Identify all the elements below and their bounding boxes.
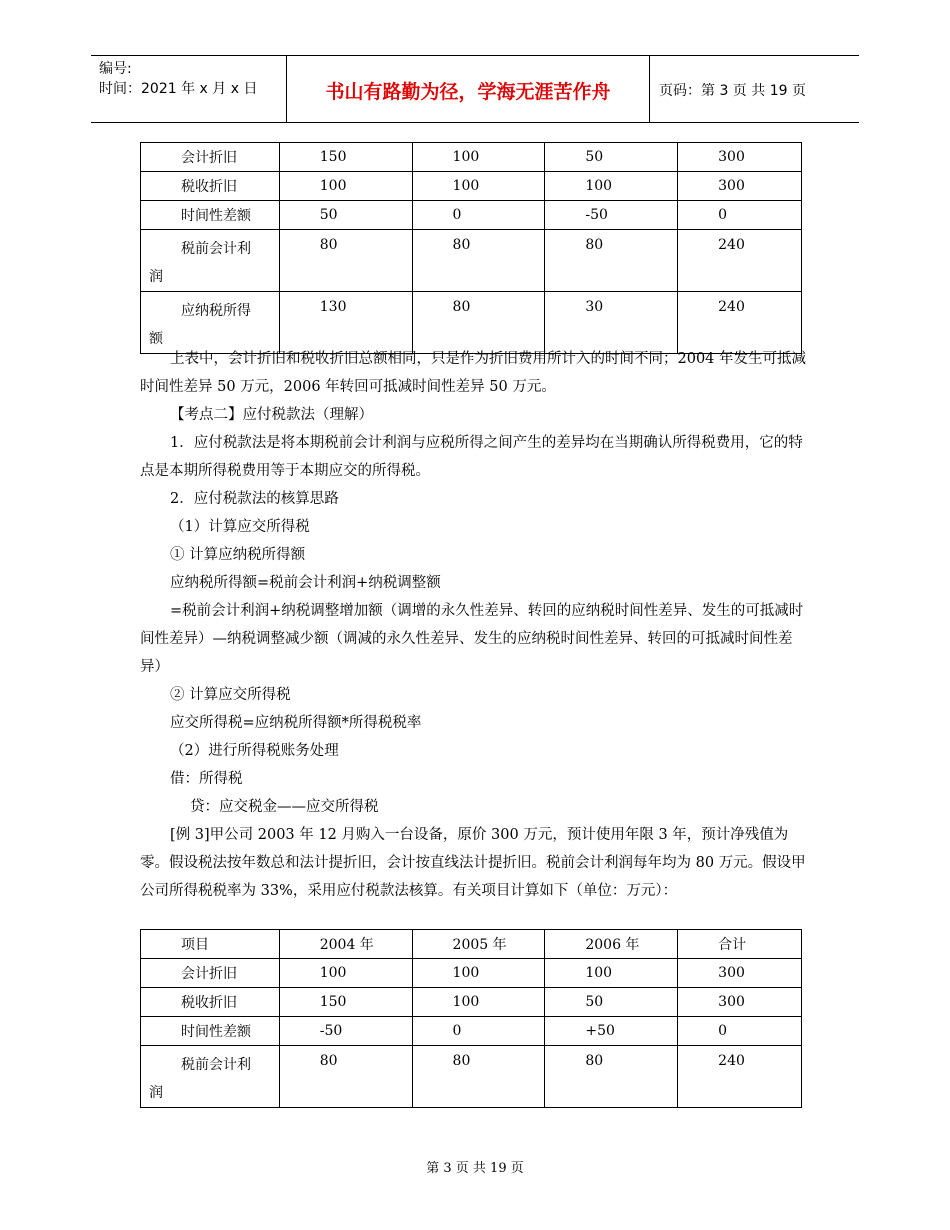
column-header: 项目 bbox=[141, 930, 280, 959]
table-cell: 150 bbox=[279, 143, 412, 172]
table-row bbox=[141, 1017, 802, 1046]
page-header bbox=[91, 55, 859, 123]
table-cell: 300 bbox=[678, 143, 802, 172]
table-deferred-method bbox=[140, 142, 802, 354]
table-cell: 80 bbox=[412, 230, 545, 292]
journal-credit: 贷：应交税金——应交所得税 bbox=[190, 799, 379, 815]
table-cell: 50 bbox=[279, 201, 412, 230]
paragraph: =税前会计利润+纳税调整增加额（调增的永久性差异、转回的应纳税时间性差异、发生的可抵减时间性差异）—纳税调整减少额（调减的永久性差异、发生的应纳税时间性差异、转回的可抵减时间性差异） bbox=[140, 603, 804, 675]
table-cell: 100 bbox=[279, 172, 412, 201]
paragraph: ① 计算应纳税所得额 bbox=[170, 547, 306, 563]
table-cell: 会计折旧 bbox=[141, 959, 280, 988]
cell-text: 税前会计利 bbox=[181, 1057, 251, 1073]
column-header: 2004 年 bbox=[279, 930, 412, 959]
paragraph: ② 计算应交所得税 bbox=[170, 687, 291, 703]
table-cell: 80 bbox=[412, 292, 545, 354]
table-cell bbox=[141, 1046, 280, 1108]
cell-text: 润 bbox=[149, 269, 163, 285]
cell-text: 应纳税所得 bbox=[181, 303, 251, 319]
paragraph: 上表中，会计折旧和税收折旧总额相同，只是作为折旧费用所计入的时间不同；2004 年发生可抵减时间性差异 50 万元，2006 年转回可抵减时间性差异 50 万元。 bbox=[140, 351, 807, 395]
table-cell: 150 bbox=[279, 988, 412, 1017]
table-cell: 240 bbox=[678, 1046, 802, 1108]
table-cell: 300 bbox=[678, 959, 802, 988]
section-heading: 【考点二】应付税款法（理解） bbox=[170, 407, 373, 423]
table-cell: 会计折旧 bbox=[141, 143, 280, 172]
table-cell: -50 bbox=[279, 1017, 412, 1046]
column-header: 2005 年 bbox=[412, 930, 545, 959]
table-cell: 100 bbox=[545, 959, 678, 988]
table-cell: 0 bbox=[412, 1017, 545, 1046]
table-cell: 100 bbox=[545, 172, 678, 201]
page-info: 页码：第 3 页 共 19 页 bbox=[659, 83, 806, 99]
table-cell: 300 bbox=[678, 988, 802, 1017]
table-cell: 80 bbox=[545, 1046, 678, 1108]
table-cell: 240 bbox=[678, 292, 802, 354]
header-divider bbox=[649, 56, 650, 122]
table-header-row bbox=[141, 930, 802, 959]
table-cell: 100 bbox=[412, 143, 545, 172]
table-cell: 100 bbox=[412, 988, 545, 1017]
table-cell: 时间性差额 bbox=[141, 1017, 280, 1046]
table-cell: 50 bbox=[545, 988, 678, 1017]
table-cell: 0 bbox=[678, 201, 802, 230]
table-cell: 税收折旧 bbox=[141, 172, 280, 201]
paragraph: （1）计算应交所得税 bbox=[170, 519, 310, 535]
table-row bbox=[141, 143, 802, 172]
column-header: 合计 bbox=[678, 930, 802, 959]
table-cell: -50 bbox=[545, 201, 678, 230]
journal-debit: 借：所得税 bbox=[170, 771, 243, 787]
table-cell: 50 bbox=[545, 143, 678, 172]
table-row bbox=[141, 201, 802, 230]
table-cell: 80 bbox=[279, 230, 412, 292]
table-cell: 100 bbox=[279, 959, 412, 988]
table-row bbox=[141, 172, 802, 201]
table-cell: +50 bbox=[545, 1017, 678, 1046]
page-footer: 第 3 页 共 19 页 bbox=[426, 1161, 524, 1176]
table-cell: 100 bbox=[412, 172, 545, 201]
table-cell: 300 bbox=[678, 172, 802, 201]
cell-text: 额 bbox=[149, 331, 163, 347]
table-cell: 0 bbox=[678, 1017, 802, 1046]
cell-text: 税前会计利 bbox=[181, 241, 251, 257]
table-cell bbox=[141, 230, 280, 292]
paragraph: （2）进行所得税账务处理 bbox=[170, 743, 339, 759]
table-cell: 80 bbox=[412, 1046, 545, 1108]
cell-text: 润 bbox=[149, 1085, 163, 1101]
example-paragraph: [例 3]甲公司 2003 年 12 月购入一台设备，原价 300 万元，预计使用年限 3 年，预计净残值为零。假设税法按年数总和法计提折旧，会计按直线法计提折旧。税前会计利润每年均为 80 万元。假设甲公司所得税税率为 33%，采用应付税款法核算。有关项目计算如下（单位：万元）： bbox=[140, 827, 806, 899]
table-cell: 税收折旧 bbox=[141, 988, 280, 1017]
formula: 应纳税所得额=税前会计利润+纳税调整额 bbox=[170, 575, 441, 591]
table-row bbox=[141, 959, 802, 988]
paragraph: 2．应付税款法的核算思路 bbox=[170, 491, 339, 507]
table-cell: 80 bbox=[279, 1046, 412, 1108]
formula: 应交所得税=应纳税所得额*所得税税率 bbox=[170, 715, 422, 731]
table-cell: 130 bbox=[279, 292, 412, 354]
table-cell: 80 bbox=[545, 230, 678, 292]
table-cell: 时间性差额 bbox=[141, 201, 280, 230]
table-cell: 0 bbox=[412, 201, 545, 230]
table-row bbox=[141, 1046, 802, 1108]
doc-number-label: 编号: bbox=[99, 61, 132, 77]
table-payable-method bbox=[140, 929, 802, 1108]
table-row bbox=[141, 988, 802, 1017]
table-row bbox=[141, 230, 802, 292]
table-cell: 240 bbox=[678, 230, 802, 292]
doc-time-label: 时间：2021 年 x 月 x 日 bbox=[99, 81, 258, 97]
paragraph: 1．应付税款法是将本期税前会计利润与应税所得之间产生的差异均在当期确认所得税费用，它的特点是本期所得税费用等于本期应交的所得税。 bbox=[140, 435, 803, 479]
table-cell: 100 bbox=[412, 959, 545, 988]
header-motto: 书山有路勤为径，学海无涯苦作舟 bbox=[325, 81, 611, 103]
table-cell: 30 bbox=[545, 292, 678, 354]
column-header: 2006 年 bbox=[545, 930, 678, 959]
